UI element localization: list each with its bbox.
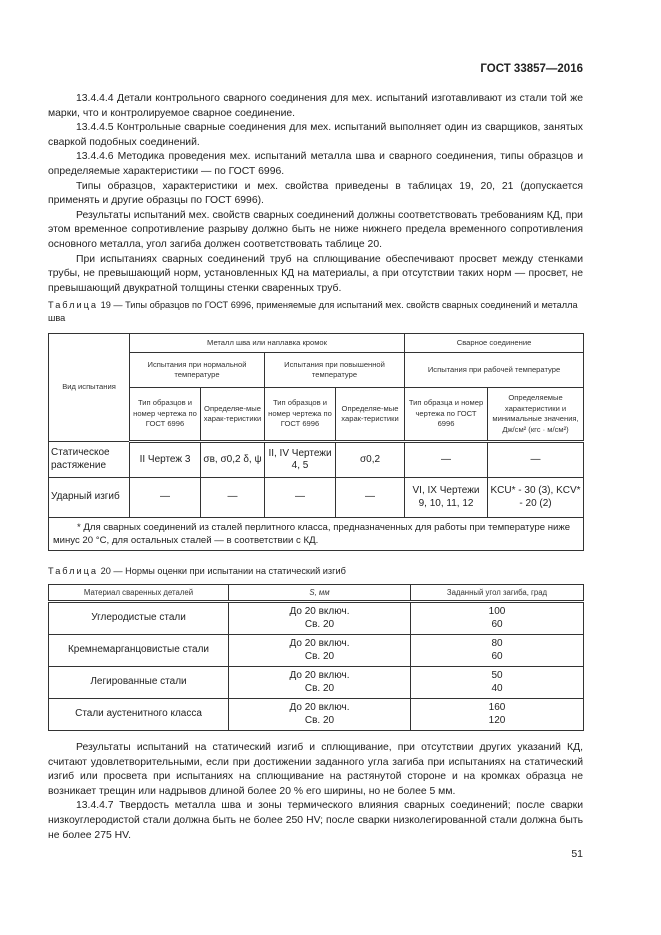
header-thickness: S, мм [229,585,411,602]
cell-material: Углеродистые стали [49,602,229,635]
cell: — [130,478,201,518]
cell-thickness [229,667,411,699]
cell: — [201,478,265,518]
value: До 20 включ. [289,670,350,681]
header-type: Тип образцов и номер чертежа по ГОСТ 6996 [130,388,201,442]
cell-thickness [229,635,411,667]
cell-angle [411,635,584,667]
text-block-top [48,92,583,296]
cell-angle [411,602,584,635]
cell: — [336,478,405,518]
cell: — [488,442,584,478]
value: Св. 20 [304,714,335,726]
value: Св. 20 [304,682,335,694]
cell: Ударный изгиб [49,478,130,518]
caption-label: Таблица [48,300,99,310]
cell-material: Кремнемарганцовистые стали [49,635,229,667]
value: До 20 включ. [289,606,350,617]
value: 60 [491,650,503,662]
table-footnote [49,518,584,551]
cell: Статическое растяжение [49,442,130,478]
cell: — [405,442,488,478]
value: До 20 включ. [289,702,350,713]
value: 80 [491,638,503,649]
cell: KCU* - 30 (3), KCV* - 20 (2) [488,478,584,518]
header-char: Определяе-мые харак-теристики [336,388,405,442]
header-working-temp: Испытания при рабочей температуре [405,353,584,388]
header-type: Тип образцов и номер чертежа по ГОСТ 6996 [265,388,336,442]
table-20 [48,584,584,731]
table-row [49,699,584,731]
header-test-type: Вид испытания [49,334,130,442]
table-row [49,478,584,518]
caption-label: Таблица [48,566,99,576]
table-row [49,635,584,667]
header-metal: Металл шва или наплавка кромок [130,334,405,353]
cell-thickness [229,602,411,635]
caption-text: 19 — Типы образцов по ГОСТ 6996, применяемые для испытаний мех. свойств сварных соединений и металла шва [48,300,578,323]
paragraph: 13.4.4.6 Методика проведения мех. испытаний металла шва и сварного соединения, типы образцов и определяемые характеристики — по ГОСТ 6996. [48,151,583,177]
cell: II, IV Чертежи 4, 5 [265,442,336,478]
cell: σв, σ0,2 δ, ψ [201,442,265,478]
cell: VI, IX Чертежи 9, 10, 11, 12 [405,478,488,518]
value: 40 [491,682,503,694]
paragraph: Результаты испытаний на статический изгиб и сплющивание, при отсутствии других указаний КД, считают удовлетворительными, если при достижении заданного угла загиба при испытаниях на статический изгиб или просвета при испытаниях на сплющивание на растянутой стороне и на кромках образца не возникает трещин или надрывов длиной более 20 % его ширины, но не более 5 мм. [48,742,583,797]
table20-caption [48,565,583,578]
paragraph: При испытаниях сварных соединений труб на сплющивание обеспечивают просвет между стенками трубы, не превышающий норм, установленных КД на материалы, а при отсутствии таких норм — просвет, не превышающий двукратной толщины стенки сваренных труб. [48,253,583,294]
paragraph: 13.4.4.4 Детали контрольного сварного соединения для мех. испытаний изготавливают из стали той же марки, что и контролируемое сварное соединение. [48,93,583,119]
caption-text: 20 — Нормы оценки при испытании на статический изгиб [98,566,346,576]
table-row [49,667,584,699]
header-material: Материал сваренных деталей [49,585,229,602]
header-char: Определяе-мые харак-теристики [201,388,265,442]
cell-material: Легированные стали [49,667,229,699]
cell-angle [411,699,584,731]
cell: — [265,478,336,518]
value: 60 [491,618,503,630]
value: До 20 включ. [289,638,350,649]
page-number: 51 [571,848,583,860]
value: 100 [488,606,506,617]
value: 160 [488,702,506,713]
header-type: Тип образца и номер чертежа по ГОСТ 6996 [405,388,488,442]
header-char: Определяемые характеристики и минимальные значения, Дж/см² (кгс · м/см²) [488,388,584,442]
value: Св. 20 [304,650,335,662]
value: 120 [488,714,506,726]
header-normal-temp: Испытания при нормальной температуре [130,353,265,388]
table-19 [48,333,584,551]
cell: II Чертеж 3 [130,442,201,478]
value: Св. 20 [304,618,335,630]
header-weld: Сварное соединение [405,334,584,353]
cell-material: Стали аустенитного класса [49,699,229,731]
paragraph: 13.4.4.5 Контрольные сварные соединения для мех. испытаний выполняет один из сварщиков, занятых сваркой подобных соединений. [48,122,583,148]
header-elevated-temp: Испытания при повышенной температуре [265,353,405,388]
cell-thickness [229,699,411,731]
text-block-bottom [48,741,583,843]
header-angle: Заданный угол загиба, град [411,585,584,602]
table-row [49,602,584,635]
table-row [49,442,584,478]
paragraph: 13.4.4.7 Твердость металла шва и зоны термического влияния сварных соединений; после сварки низкоуглеродистой стали должна быть не более 250 HV; после сварки низколегированной стали должна быть не более 275 HV. [48,800,583,841]
table19-caption [48,299,583,325]
paragraph: Типы образцов, характеристики и мех. свойства приведены в таблицах 19, 20, 21 (допускается применять и другие образцы по ГОСТ 6996). [48,180,583,207]
cell-angle [411,667,584,699]
document-header: ГОСТ 33857—2016 [480,63,583,75]
value: 50 [491,670,503,681]
footnote-text: * Для сварных соединений из сталей перлитного класса, предназначенных для работы при температуре ниже минус 20 °С, для остальных сталей — в соответствии с КД. [53,522,571,546]
paragraph: Результаты испытаний мех. свойств сварных соединений должны соответствовать требованиям КД, при этом временное сопротивление разрыву должно быть не ниже нижнего предела временного сопротивления основного металла, угол загиба должен соответствовать таблице 20. [48,209,583,250]
cell: σ0,2 [336,442,405,478]
